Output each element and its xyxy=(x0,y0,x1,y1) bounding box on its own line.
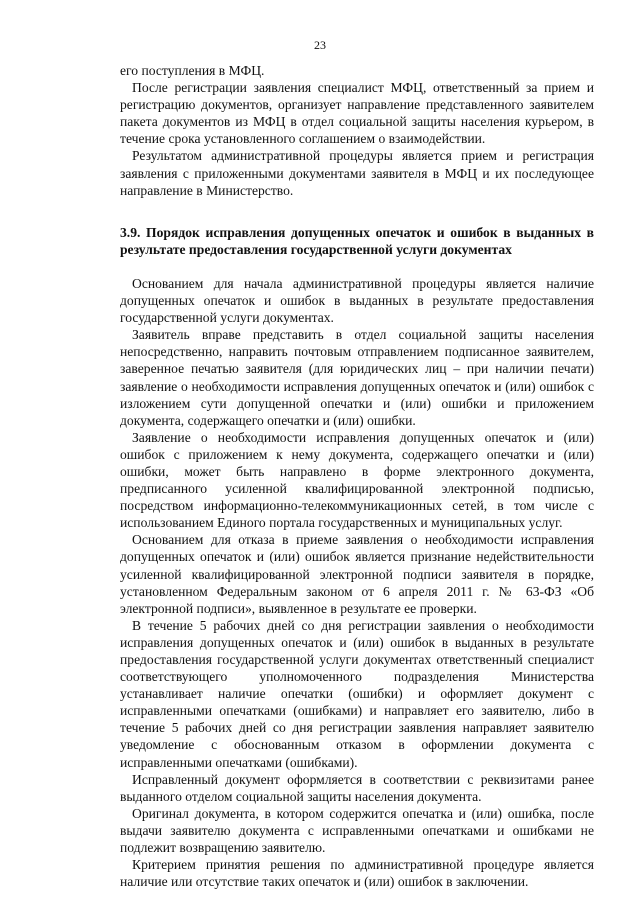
page-number: 23 xyxy=(314,38,326,52)
paragraph: Результатом административной процедуры является прием и регистрация заявления с приложенными документами заявителя в МФЦ и их последующее направление в Министерство. xyxy=(120,148,594,198)
paragraph: его поступления в МФЦ. xyxy=(120,63,265,78)
paragraph: Заявление о необходимости исправления допущенных опечаток и (или) ошибок с приложением к нему документа, содержащего опечатки и (или) ошибки, может быть направлено в форме электронного документа, предписанного усиленной квалифицированной электронной подписью, посредством информационно-телекоммуникационных сетей, в том числе с использованием Единого портала государственных и муниципальных услуг. xyxy=(120,429,594,531)
paragraph: Оригинал документа, в котором содержится опечатка и (или) ошибка, после выдачи заявителю документа с исправленными опечатками и ошибками не подлежит возвращению заявителю. xyxy=(120,805,594,856)
paragraph: Исправленный документ оформляется в соответствии с реквизитами ранее выданного отделом социальной защиты населения документа. xyxy=(120,771,594,804)
paragraph: Основанием для начала административной процедуры является наличие допущенных опечаток и ошибок в выданных в результате предоставления государственной услуги документах. xyxy=(120,275,594,326)
paragraph: Основанием для отказа в приеме заявления о необходимости исправления допущенных опечаток и (или) ошибок является признание недействительности усиленной квалифицированной электронной подписи заявителя в порядке, установленном Федеральным законом от 6 апреля 2011 г. № 63-ФЗ «Об электронной подписи», выявленное в результате ее проверки. xyxy=(120,532,594,616)
document-body xyxy=(120,62,594,890)
paragraph: Критерием принятия решения по административной процедуре является наличие или отсутствие таких опечаток и (или) ошибок в заключении. xyxy=(120,857,594,890)
paragraph: Заявитель вправе представить в отдел социальной защиты населения непосредственно, направить почтовым отправлением подписанное заявителем, заверенное печатью заявителя (для юридических лиц – при наличии печати) заявление о необходимости исправления допущенных опечаток и (или) ошибок с изложением сути допущенной опечатки и (или) ошибки и приложением документа, содержащего опечатки и (или) ошибки. xyxy=(120,327,594,428)
paragraph: В течение 5 рабочих дней со дня регистрации заявления о необходимости исправления допущенных опечаток и (или) ошибок в выданных в результате предоставления государственной услуги документах ответственный специалист соответствующего уполномоченного подразделения Министерства устанавливает наличие опечатки (ошибки) и оформляет документ с исправленными опечатками (ошибками) и направляет его заявителю, либо в течение 5 рабочих дней со дня регистрации заявления направляет заявителю уведомление с обоснованным отказом в оформлении документа с исправленными опечатками (ошибками). xyxy=(120,617,594,770)
paragraph: После регистрации заявления специалист МФЦ, ответственный за прием и регистрацию документов, организует направление представленного заявителем пакета документов из МФЦ в отдел социальной защиты населения курьером, в течение срока установленного соглашением о взаимодействии. xyxy=(120,80,594,147)
section-heading: 3.9. Порядок исправления допущенных опечаток и ошибок в выданных в результате предоставления государственной услуги документах xyxy=(120,224,594,257)
